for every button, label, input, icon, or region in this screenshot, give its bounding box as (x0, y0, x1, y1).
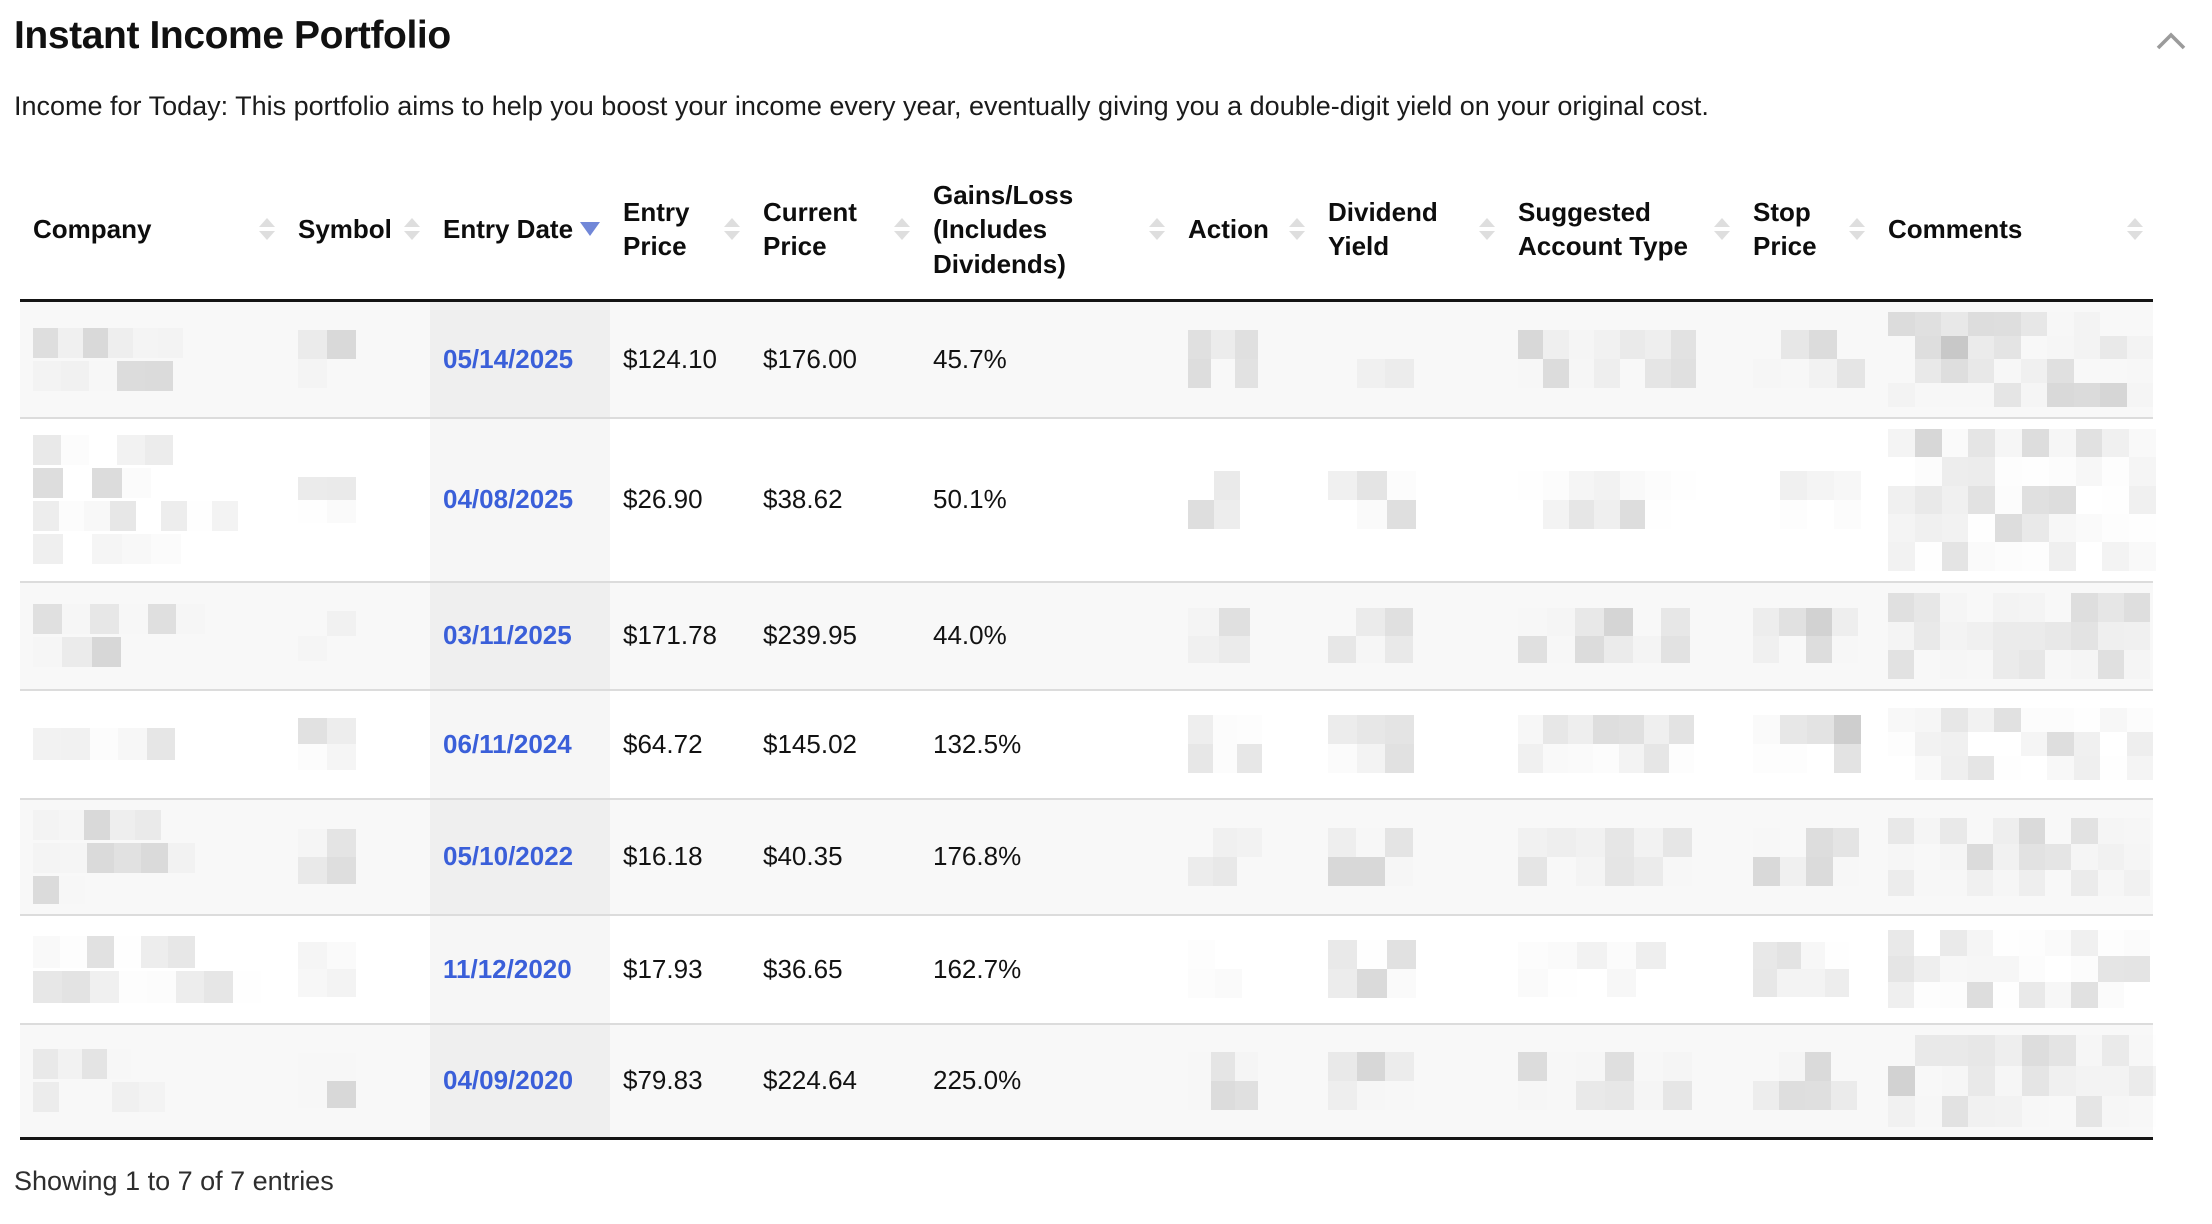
current-price-value (750, 690, 920, 799)
sort-icon (724, 218, 740, 240)
gains-loss-value: 162.7% (933, 953, 1022, 984)
comments-redacted-cell (1875, 1024, 2153, 1139)
entry-date-cell (430, 582, 610, 690)
column-header-action[interactable] (1175, 160, 1315, 300)
suggested-account-type-redacted-cell (1505, 915, 1740, 1024)
entry-price-value (610, 418, 750, 582)
table-header-row (20, 160, 2153, 300)
column-header-suggested-account-type[interactable] (1505, 160, 1740, 300)
entry-price-value (610, 300, 750, 418)
dividend-yield-redacted-cell (1315, 300, 1505, 418)
column-label: Stop Price (1753, 197, 1817, 262)
current-price-value (750, 418, 920, 582)
sort-desc-icon (580, 222, 600, 236)
company-redacted-cell (20, 690, 285, 799)
sort-icon (1849, 218, 1865, 240)
dividend-yield-redacted-cell (1315, 690, 1505, 799)
column-header-current-price[interactable] (750, 160, 920, 300)
current-price-value: $40.35 (763, 841, 843, 872)
action-redacted-cell (1175, 1024, 1315, 1139)
suggested-account-type-redacted-cell (1505, 418, 1740, 582)
gains-loss-value (920, 418, 1175, 582)
table-row (20, 418, 2153, 582)
stop-price-redacted-cell (1740, 300, 1875, 418)
entry-date-link[interactable]: 06/11/2024 (443, 728, 572, 759)
column-header-symbol[interactable] (285, 160, 430, 300)
column-header-entry-price[interactable] (610, 160, 750, 300)
entry-date-cell (430, 799, 610, 915)
gains-loss-value: 132.5% (933, 728, 1022, 759)
column-header-dividend-yield[interactable] (1315, 160, 1505, 300)
collapse-section-button[interactable] (2152, 28, 2190, 58)
dividend-yield-redacted-cell (1315, 915, 1505, 1024)
table-row (20, 690, 2153, 799)
action-redacted-cell (1175, 582, 1315, 690)
company-redacted-cell (20, 915, 285, 1024)
sort-icon (1289, 218, 1305, 240)
gains-loss-value: 44.0% (933, 620, 1007, 651)
gains-loss-value (920, 1024, 1175, 1139)
column-header-comments[interactable] (1875, 160, 2153, 300)
entry-price-value: $79.83 (623, 1065, 703, 1096)
chevron-up-icon (2153, 30, 2189, 57)
table-entries-status: Showing 1 to 7 of 7 entries (14, 1165, 334, 1196)
symbol-redacted-cell (285, 582, 430, 690)
stop-price-redacted-cell (1740, 690, 1875, 799)
entry-price-value: $16.18 (623, 841, 703, 872)
sort-icon (1479, 218, 1495, 240)
sort-icon (404, 218, 420, 240)
table-row (20, 799, 2153, 915)
symbol-redacted-cell (285, 418, 430, 582)
column-label: Gains/Loss (Includes Dividends) (933, 179, 1074, 279)
column-label: Company (33, 214, 152, 245)
current-price-value (750, 1024, 920, 1139)
symbol-redacted-cell (285, 915, 430, 1024)
table-row (20, 300, 2153, 418)
dividend-yield-redacted-cell (1315, 418, 1505, 582)
suggested-account-type-redacted-cell (1505, 582, 1740, 690)
comments-redacted-cell (1875, 690, 2153, 799)
action-redacted-cell (1175, 799, 1315, 915)
comments-redacted-cell (1875, 418, 2153, 582)
entry-date-cell (430, 418, 610, 582)
entry-price-value: $64.72 (623, 728, 703, 759)
current-price-value (750, 915, 920, 1024)
gains-loss-value: 176.8% (933, 841, 1022, 872)
suggested-account-type-redacted-cell (1505, 690, 1740, 799)
company-redacted-cell (20, 418, 285, 582)
comments-redacted-cell (1875, 582, 2153, 690)
dividend-yield-redacted-cell (1315, 799, 1505, 915)
suggested-account-type-redacted-cell (1505, 799, 1740, 915)
current-price-value (750, 799, 920, 915)
entry-date-link[interactable]: 05/14/2025 (443, 343, 574, 374)
action-redacted-cell (1175, 915, 1315, 1024)
symbol-redacted-cell (285, 799, 430, 915)
gains-loss-value (920, 915, 1175, 1024)
column-label: Entry Price (623, 197, 690, 262)
entry-price-value (610, 690, 750, 799)
current-price-value: $145.02 (763, 728, 857, 759)
suggested-account-type-redacted-cell (1505, 300, 1740, 418)
dividend-yield-redacted-cell (1315, 582, 1505, 690)
gains-loss-value (920, 690, 1175, 799)
column-label: Action (1188, 214, 1269, 245)
column-label: Symbol (298, 214, 392, 245)
column-header-stop-price[interactable] (1740, 160, 1875, 300)
current-price-value: $36.65 (763, 953, 843, 984)
company-redacted-cell (20, 582, 285, 690)
current-price-value: $176.00 (763, 343, 857, 374)
sort-icon (1714, 218, 1730, 240)
entry-price-value: $26.90 (623, 484, 703, 515)
stop-price-redacted-cell (1740, 1024, 1875, 1139)
entry-date-link[interactable]: 11/12/2020 (443, 953, 572, 984)
stop-price-redacted-cell (1740, 799, 1875, 915)
column-header-gains-loss[interactable] (920, 160, 1175, 300)
comments-redacted-cell (1875, 300, 2153, 418)
entry-date-cell (430, 300, 610, 418)
column-label: Suggested Account Type (1518, 197, 1688, 262)
table-row (20, 915, 2153, 1024)
company-redacted-cell (20, 300, 285, 418)
action-redacted-cell (1175, 418, 1315, 582)
column-header-entry-date[interactable] (430, 160, 610, 300)
dividend-yield-redacted-cell (1315, 1024, 1505, 1139)
company-redacted-cell (20, 799, 285, 915)
entry-date-link[interactable]: 05/10/2022 (443, 841, 574, 872)
entry-price-value: $171.78 (623, 620, 717, 651)
current-price-value: $239.95 (763, 620, 857, 651)
action-redacted-cell (1175, 300, 1315, 418)
portfolio-table (20, 160, 2153, 1140)
column-label: Current Price (763, 197, 857, 262)
stop-price-redacted-cell (1740, 418, 1875, 582)
entry-price-value (610, 915, 750, 1024)
entry-date-cell (430, 690, 610, 799)
entry-price-value (610, 1024, 750, 1139)
gains-loss-value: 45.7% (933, 343, 1007, 374)
gains-loss-value (920, 582, 1175, 690)
table-row (20, 1024, 2153, 1139)
entry-price-value (610, 799, 750, 915)
gains-loss-value: 225.0% (933, 1065, 1022, 1096)
entry-price-value: $124.10 (623, 343, 717, 374)
gains-loss-value (920, 300, 1175, 418)
sort-icon (894, 218, 910, 240)
symbol-redacted-cell (285, 1024, 430, 1139)
gains-loss-value: 50.1% (933, 484, 1007, 515)
stop-price-redacted-cell (1740, 915, 1875, 1024)
action-redacted-cell (1175, 690, 1315, 799)
symbol-redacted-cell (285, 300, 430, 418)
column-label: Dividend Yield (1328, 197, 1438, 262)
comments-redacted-cell (1875, 915, 2153, 1024)
current-price-value (750, 300, 920, 418)
current-price-value (750, 582, 920, 690)
page-title: Instant Income Portfolio (14, 14, 451, 57)
column-header-company[interactable] (20, 160, 285, 300)
column-label: Comments (1888, 214, 2023, 245)
portfolio-page (0, 14, 2212, 1197)
entry-date-cell (430, 1024, 610, 1139)
entry-date-link[interactable]: 04/09/2020 (443, 1065, 574, 1096)
stop-price-redacted-cell (1740, 582, 1875, 690)
entry-price-value (610, 582, 750, 690)
current-price-value: $38.62 (763, 484, 843, 515)
current-price-value: $224.64 (763, 1065, 857, 1096)
entry-date-cell (430, 915, 610, 1024)
entry-date-link[interactable]: 04/08/2025 (443, 484, 574, 515)
sort-icon (259, 218, 275, 240)
symbol-redacted-cell (285, 690, 430, 799)
gains-loss-value (920, 799, 1175, 915)
company-redacted-cell (20, 1024, 285, 1139)
entry-price-value: $17.93 (623, 953, 703, 984)
sort-icon (1149, 218, 1165, 240)
portfolio-description: Income for Today: This portfolio aims to help you boost your income every year, eventually giving you a double-digit yield on your original cost. (14, 90, 1709, 121)
entry-date-link[interactable]: 03/11/2025 (443, 620, 572, 651)
suggested-account-type-redacted-cell (1505, 1024, 1740, 1139)
sort-icon (2127, 218, 2143, 240)
comments-redacted-cell (1875, 799, 2153, 915)
column-label: Entry Date (443, 214, 574, 245)
table-row (20, 582, 2153, 690)
